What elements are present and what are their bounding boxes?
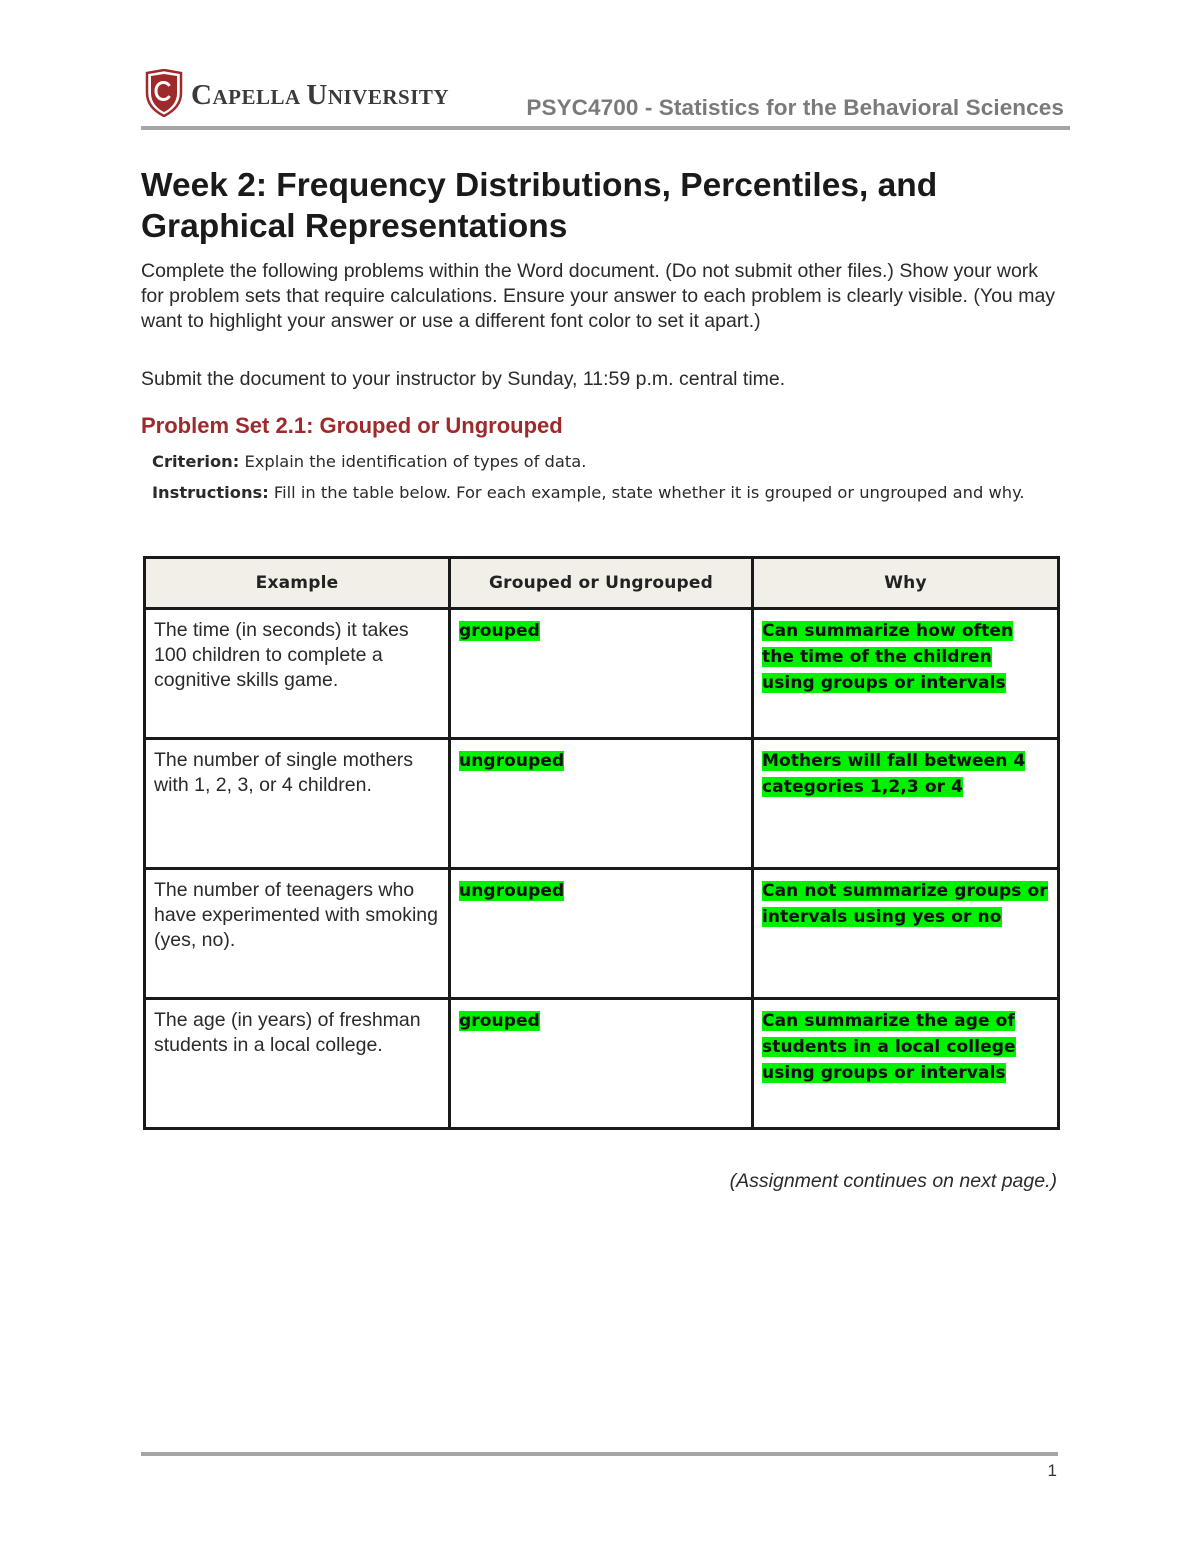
answer-highlight: grouped xyxy=(459,621,540,641)
page-header xyxy=(141,66,1070,130)
example-cell: The number of teenagers who have experimented with smoking (yes, no). xyxy=(145,869,450,999)
university-name xyxy=(191,79,449,112)
why-highlight: Can not summarize groups or intervals using yes or no xyxy=(762,881,1048,927)
instructions-paragraph xyxy=(152,482,1052,504)
university-logo xyxy=(145,69,449,117)
why-cell xyxy=(753,999,1059,1129)
page-number: 1 xyxy=(1047,1461,1057,1480)
criterion-label: Criterion: xyxy=(152,452,240,471)
shield-icon xyxy=(145,69,183,117)
footer-divider xyxy=(141,1452,1058,1456)
why-highlight: Mothers will fall between 4 categories 1,2,3 or 4 xyxy=(762,751,1026,797)
criterion-text: Explain the identification of types of data. xyxy=(239,452,587,471)
why-highlight: Can summarize how often the time of the children using groups or intervals xyxy=(762,621,1014,693)
intro-paragraph: Complete the following problems within the Word document. (Do not submit other files.) Show your work for problem sets that require calculations. Ensure your answer to each problem is clearly visible. (You may want to highlight your answer or use a different font color to set it apart.) xyxy=(141,260,1056,332)
example-cell: The age (in years) of freshman students in a local college. xyxy=(145,999,450,1129)
problem-set-heading: Problem Set 2.1: Grouped or Ungrouped xyxy=(141,413,563,438)
logo-rest-university: NIVERSITY xyxy=(327,84,450,109)
why-cell xyxy=(753,609,1059,739)
why-highlight: Can summarize the age of students in a local college using groups or intervals xyxy=(762,1011,1016,1083)
table-row xyxy=(145,869,1059,999)
course-title: PSYC4700 - Statistics for the Behavioral Sciences xyxy=(526,95,1064,120)
answer-highlight: ungrouped xyxy=(459,751,565,771)
instructions-text: Fill in the table below. For each example, state whether it is grouped or ungrouped and why. xyxy=(268,483,1025,502)
continues-note: (Assignment continues on next page.) xyxy=(729,1170,1057,1192)
grouped-ungrouped-table xyxy=(143,556,1060,1130)
column-header-grouped: Grouped or Ungrouped xyxy=(450,558,753,609)
table-row xyxy=(145,739,1059,869)
column-header-why: Why xyxy=(753,558,1059,609)
example-cell: The number of single mothers with 1, 2, 3, or 4 children. xyxy=(145,739,450,869)
column-header-example: Example xyxy=(145,558,450,609)
answer-cell xyxy=(450,609,753,739)
answer-cell xyxy=(450,999,753,1129)
why-cell xyxy=(753,869,1059,999)
table-row xyxy=(145,609,1059,739)
logo-rest-capella: APELLA xyxy=(212,84,301,109)
answer-highlight: grouped xyxy=(459,1011,540,1031)
answer-cell xyxy=(450,739,753,869)
criterion-paragraph xyxy=(152,451,1052,473)
instructions-label: Instructions: xyxy=(152,483,269,502)
logo-initial-u: U xyxy=(306,78,328,111)
why-cell xyxy=(753,739,1059,869)
page-title: Week 2: Frequency Distributions, Percentiles, and Graphical Representations xyxy=(141,167,938,245)
answer-highlight: ungrouped xyxy=(459,881,565,901)
header-divider xyxy=(141,126,1070,130)
logo-initial-c: C xyxy=(191,78,213,111)
table-header-row xyxy=(145,558,1059,609)
submit-paragraph: Submit the document to your instructor by Sunday, 11:59 p.m. central time. xyxy=(141,368,786,390)
answer-cell xyxy=(450,869,753,999)
table-row xyxy=(145,999,1059,1129)
example-cell: The time (in seconds) it takes 100 children to complete a cognitive skills game. xyxy=(145,609,450,739)
